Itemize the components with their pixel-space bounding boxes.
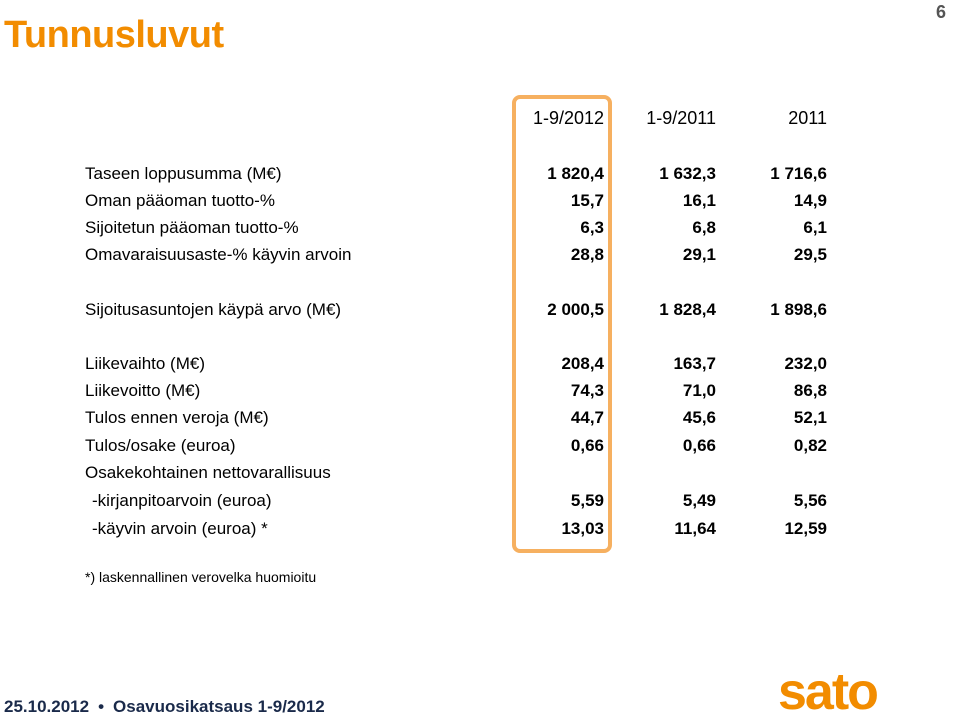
table-row bbox=[0, 381, 960, 407]
value-1-9-2012: 208,4 bbox=[561, 354, 604, 373]
value-1-9-2011: 11,64 bbox=[674, 519, 716, 538]
table-row bbox=[0, 463, 960, 489]
value-1-9-2012: 5,59 bbox=[570, 491, 604, 510]
value-1-9-2012: 44,7 bbox=[570, 408, 604, 427]
table-row bbox=[0, 300, 960, 326]
row-label: Sijoitetun pääoman tuotto-% bbox=[85, 218, 299, 237]
footer-separator: • bbox=[98, 697, 105, 716]
value-2011: 232,0 bbox=[784, 354, 827, 373]
table-row bbox=[0, 436, 960, 462]
value-1-9-2011: 16,1 bbox=[682, 191, 716, 210]
value-2011: 86,8 bbox=[793, 381, 827, 400]
sato-logo bbox=[778, 671, 928, 715]
footnote: *) laskennallinen verovelka huomioitu bbox=[85, 569, 317, 585]
page-number: 6 bbox=[935, 2, 946, 22]
value-1-9-2011: 45,6 bbox=[682, 408, 716, 427]
row-label: -käyvin arvoin (euroa) * bbox=[92, 519, 268, 538]
footer-text: Osavuosikatsaus 1-9/2012 bbox=[113, 697, 325, 716]
table-row bbox=[0, 408, 960, 434]
table-row bbox=[0, 491, 960, 517]
value-1-9-2012: 2 000,5 bbox=[547, 300, 604, 319]
row-label: Sijoitusasuntojen käypä arvo (M€) bbox=[85, 300, 342, 319]
column-header-1-9-2011: 1-9/2011 bbox=[646, 108, 716, 128]
value-1-9-2012: 0,66 bbox=[570, 436, 604, 455]
value-1-9-2012: 6,3 bbox=[580, 218, 604, 237]
value-2011: 1 898,6 bbox=[770, 300, 827, 319]
footer bbox=[4, 697, 325, 717]
row-label: -kirjanpitoarvoin (euroa) bbox=[92, 491, 272, 510]
value-2011: 5,56 bbox=[793, 491, 827, 510]
value-1-9-2011: 71,0 bbox=[682, 381, 716, 400]
table-row bbox=[0, 218, 960, 244]
value-1-9-2012: 74,3 bbox=[570, 381, 604, 400]
table-row bbox=[0, 164, 960, 190]
row-label: Liikevaihto (M€) bbox=[85, 354, 205, 373]
row-label: Osakekohtainen nettovarallisuus bbox=[85, 463, 331, 482]
column-header-1-9-2012: 1-9/2012 bbox=[532, 108, 604, 128]
value-2011: 0,82 bbox=[793, 436, 827, 455]
value-1-9-2011: 1 828,4 bbox=[659, 300, 716, 319]
logo-text: sato bbox=[778, 671, 877, 715]
table-row bbox=[0, 191, 960, 217]
row-label: Tulos ennen veroja (M€) bbox=[85, 408, 269, 427]
value-1-9-2011: 29,1 bbox=[682, 245, 716, 264]
row-label: Oman pääoman tuotto-% bbox=[85, 191, 275, 210]
footer-date: 25.10.2012 bbox=[4, 697, 90, 716]
value-2011: 29,5 bbox=[793, 245, 827, 264]
value-2011: 6,1 bbox=[803, 218, 827, 237]
row-label: Taseen loppusumma (M€) bbox=[85, 164, 282, 183]
value-2011: 14,9 bbox=[793, 191, 827, 210]
page-title: Tunnusluvut bbox=[4, 14, 224, 56]
value-2011: 52,1 bbox=[793, 408, 827, 427]
value-2011: 1 716,6 bbox=[770, 164, 827, 183]
value-1-9-2012: 15,7 bbox=[570, 191, 604, 210]
table-row bbox=[0, 354, 960, 380]
value-1-9-2011: 0,66 bbox=[682, 436, 716, 455]
value-1-9-2011: 6,8 bbox=[692, 218, 716, 237]
value-1-9-2012: 1 820,4 bbox=[547, 164, 604, 183]
value-1-9-2012: 28,8 bbox=[570, 245, 604, 264]
row-label: Liikevoitto (M€) bbox=[85, 381, 201, 400]
value-1-9-2012: 13,03 bbox=[561, 519, 604, 538]
row-label: Omavaraisuusaste-% käyvin arvoin bbox=[85, 245, 352, 264]
column-header-2011: 2011 bbox=[788, 108, 827, 128]
value-1-9-2011: 163,7 bbox=[673, 354, 716, 373]
value-1-9-2011: 1 632,3 bbox=[659, 164, 716, 183]
table-row bbox=[0, 519, 960, 545]
value-1-9-2011: 5,49 bbox=[682, 491, 716, 510]
row-label: Tulos/osake (euroa) bbox=[85, 436, 236, 455]
table-row bbox=[0, 245, 960, 271]
value-2011: 12,59 bbox=[784, 519, 827, 538]
